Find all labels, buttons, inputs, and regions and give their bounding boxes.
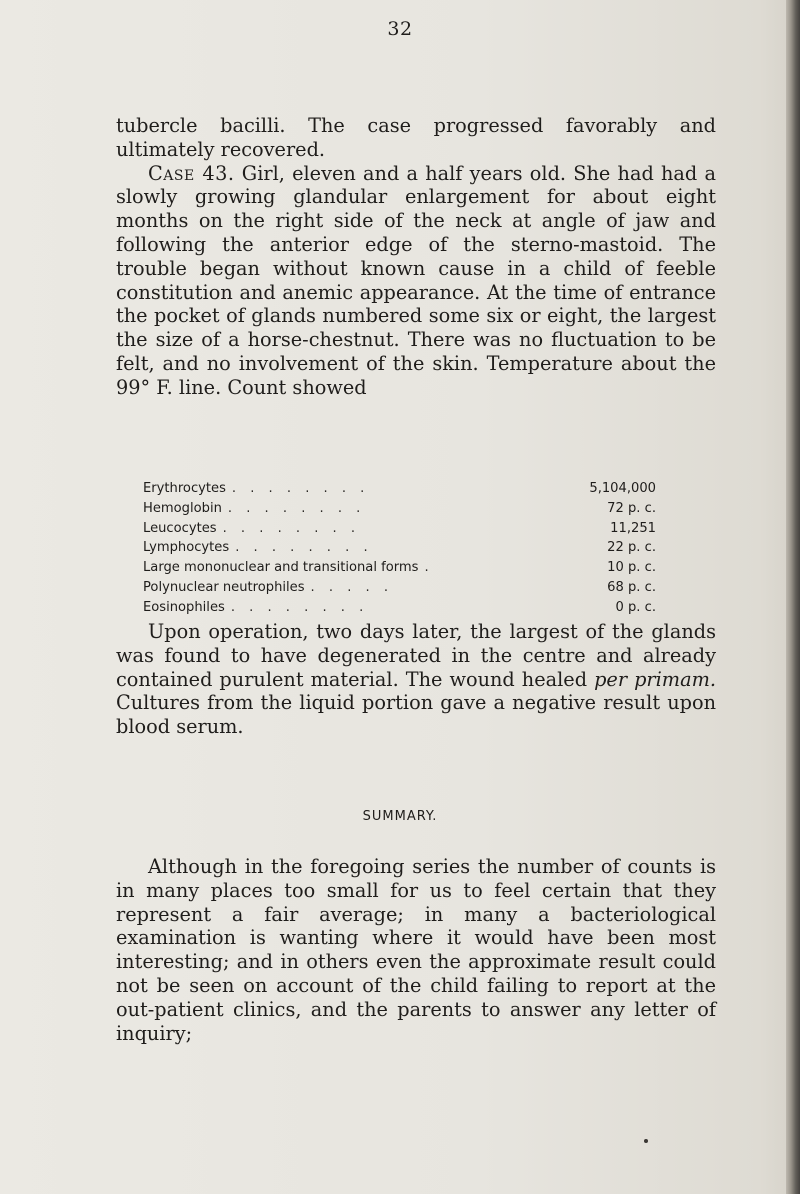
count-label: Leucocytes xyxy=(143,520,217,536)
count-label: Large mononuclear and transitional forms xyxy=(143,560,419,576)
page-edge-shadow xyxy=(786,0,800,1194)
summary-text: Although in the foregoing series the number of counts is in many places too small for us to feel certain that they represent a fair average; in many a bacteriological examination is wanting where it would have been most interesting; and in others even the approximate result could not be seen on account of the child failing to report at the out-patient clinics, and the parents to answer any letter of inquiry; xyxy=(116,855,716,1045)
count-label: Eosinophiles xyxy=(143,599,225,615)
count-leader-dots: . . . . . . . . xyxy=(227,500,366,516)
blood-count-table xyxy=(143,479,656,618)
count-value: 0 p. c. xyxy=(615,599,656,615)
page-number: 32 xyxy=(387,18,413,40)
count-value: 11,251 xyxy=(610,520,656,536)
case-label: Case 43. xyxy=(148,161,235,185)
count-row xyxy=(143,479,656,499)
summary-paragraph xyxy=(116,855,716,1045)
summary-heading: SUMMARY. xyxy=(362,809,438,824)
operation-text-end: Cultures from the liquid portion gave a negative result upon blood serum. xyxy=(116,691,716,739)
count-leader-dots: . . . . . . . . xyxy=(231,481,370,496)
count-label: Hemoglobin xyxy=(143,500,222,516)
case-paragraph xyxy=(116,162,716,400)
ink-dot-mark xyxy=(644,1139,648,1143)
count-row xyxy=(143,598,656,618)
count-row xyxy=(143,578,656,598)
count-label: Erythrocytes xyxy=(143,481,226,496)
count-label: Polynuclear neutrophiles xyxy=(143,579,305,595)
count-row xyxy=(143,499,656,519)
operation-paragraph xyxy=(116,620,716,739)
count-value: 10 p. c. xyxy=(607,560,656,576)
count-leader-dots: . . . . . . . . xyxy=(235,540,373,556)
per-primam-phrase: per primam. xyxy=(594,667,716,691)
count-row xyxy=(143,558,656,578)
count-leader-dots: . . . . . xyxy=(310,579,394,595)
count-leader-dots: . . . . . . . . xyxy=(230,599,369,615)
count-row xyxy=(143,519,656,539)
count-label: Lymphocytes xyxy=(143,540,230,556)
count-value: 22 p. c. xyxy=(607,540,656,556)
count-leader-dots: . . . . . . . . xyxy=(222,520,361,536)
count-value: 5,104,000 xyxy=(589,481,656,496)
case-paragraphs xyxy=(116,114,716,400)
case-text: Girl, eleven and a half years old. She had had a slowly growing glandular enlargement for about eight months on the right side of the neck at angle of jaw and following the anterior edge of the sterno-mastoid. The trouble began without known cause in a child of feeble constitution and anemic appearance. At the time of entrance the pocket of glands numbered some six or eight, the largest the size of a horse-chestnut. There was no fluctuation to be felt, and no involvement of the skin. Temperature about the 99° F. line. Count showed xyxy=(116,161,716,399)
count-value: 72 p. c. xyxy=(607,500,656,516)
intro-paragraph: tubercle bacilli. The case progressed favorably and ultimately recovered. xyxy=(116,114,716,161)
count-leader-dots: . xyxy=(424,560,434,576)
count-value: 68 p. c. xyxy=(607,579,656,595)
operation-text: Upon operation, two days later, the largest of the glands was found to have degenerated in the centre and already contained purulent material. The wound healed xyxy=(116,620,716,691)
count-row xyxy=(143,538,656,558)
